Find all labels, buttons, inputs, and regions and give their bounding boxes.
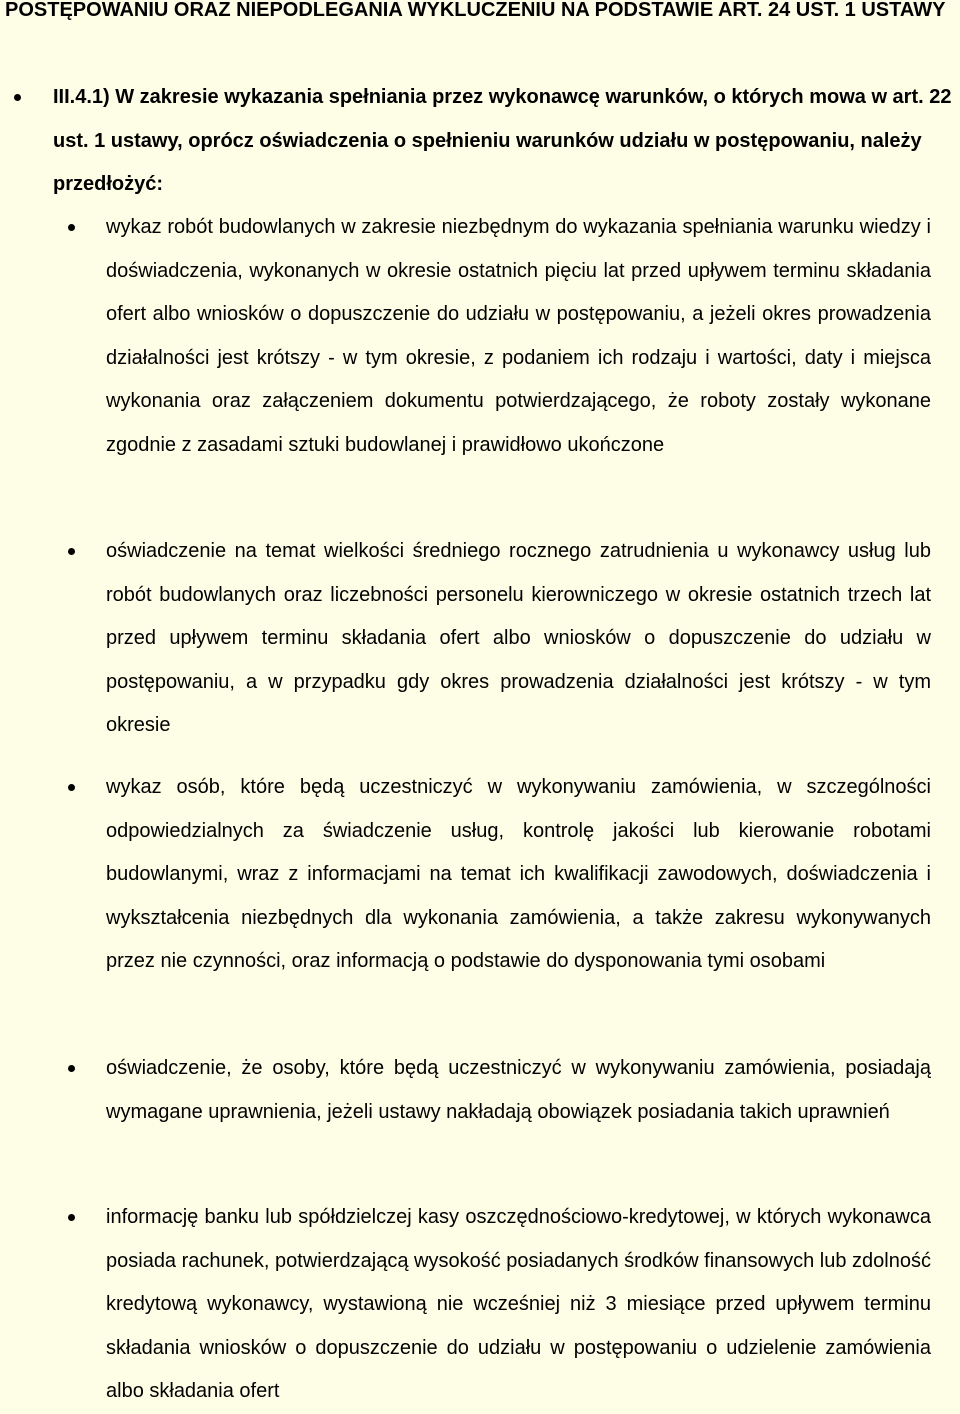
bullet-dot-icon	[68, 1047, 75, 1091]
bullet-dot-icon	[68, 1196, 75, 1240]
bullet-dot-icon	[14, 76, 24, 116]
bullet-dot-icon	[68, 766, 75, 810]
section-intro-text: III.4.1) W zakresie wykazania spełniania przez wykonawcę warunków, o których mowa w art. 22 ust. 1 ustawy, oprócz oświadczenia o spełnieniu warunków udziału w postępowaniu, należy przedłożyć:	[53, 86, 952, 195]
list-item-text: oświadczenie, że osoby, które będą uczestniczyć w wykonywaniu zamówienia, posiadają wymagane uprawnienia, jeżeli ustawy nakładają obowiązek posiadania takich uprawnień	[106, 1057, 931, 1123]
list-item-text: informację banku lub spółdzielczej kasy oszczędnościowo-kredytowej, w których wykonawca posiada rachunek, potwierdzającą wysokość posiadanych środków finansowych lub zdolność kredytową wykonawcy, wystawioną nie wcześniej niż 3 miesiące przed upływem terminu składania wniosków o dopuszczenie do udziału w postępowaniu o udzielenie zamówienia albo składania ofert	[106, 1206, 931, 1402]
bullet-dot-icon	[68, 206, 75, 250]
section-heading: POSTĘPOWANIU ORAZ NIEPODLEGANIA WYKLUCZENIU NA PODSTAWIE ART. 24 UST. 1 USTAWY	[5, 0, 946, 21]
list-item-text: oświadczenie na temat wielkości średniego rocznego zatrudnienia u wykonawcy usług lub robót budowlanych oraz liczebności personelu kierowniczego w okresie ostatnich trzech lat przed upływem terminu składania ofert albo wniosków o dopuszczenie do udziału w postępowaniu, a w przypadku gdy okres prowadzenia działalności jest krótszy - w tym okresie	[106, 540, 931, 736]
list-item-text: wykaz robót budowlanych w zakresie niezbędnym do wykazania spełniania warunku wiedzy i doświadczenia, wykonanych w okresie ostatnich pięciu lat przed upływem terminu składania ofert albo wniosków o dopuszczenie do udziału w postępowaniu, a jeżeli okres prowadzenia działalności jest krótszy - w tym okresie, z podaniem ich rodzaju i wartości, daty i miejsca wykonania oraz załączeniem dokumentu potwierdzającego, że roboty zostały wykonane zgodnie z zasadami sztuki budowlanej i prawidłowo ukończone	[106, 216, 931, 456]
bullet-dot-icon	[68, 530, 75, 574]
list-item-text: wykaz osób, które będą uczestniczyć w wykonywaniu zamówienia, w szczególności odpowiedzialnych za świadczenie usług, kontrolę jakości lub kierowanie robotami budowlanymi, wraz z informacjami na temat ich kwalifikacji zawodowych, doświadczenia i wykształcenia niezbędnych dla wykonania zamówienia, a także zakresu wykonywanych przez nie czynności, oraz informacją o podstawie do dysponowania tymi osobami	[106, 776, 931, 972]
